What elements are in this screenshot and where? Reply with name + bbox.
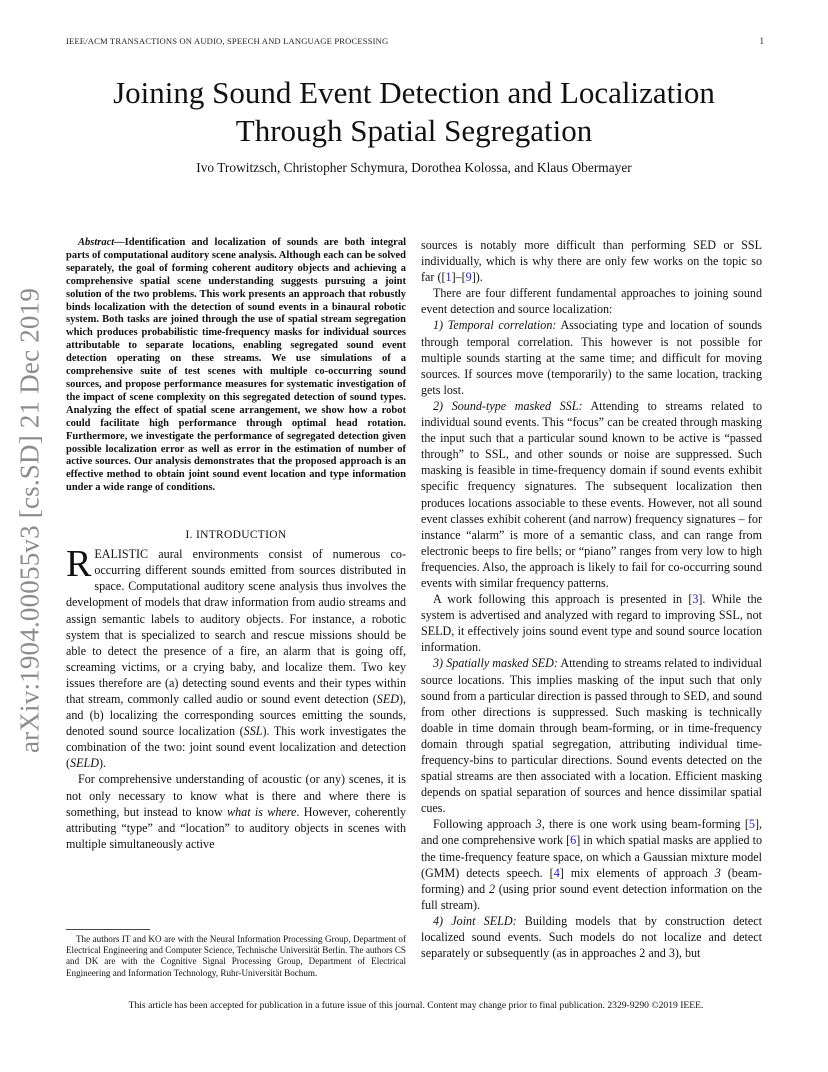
publication-note [66, 1000, 766, 1011]
abstract [66, 237, 406, 495]
approach-number: 3 [714, 865, 721, 880]
footnote-rule [66, 929, 150, 930]
body-text: ], and one comprehensive work [ [421, 817, 762, 848]
right-paragraph-3 [421, 816, 762, 913]
body-text: , there is one work using beam-forming [ [541, 817, 749, 832]
publication-note-text: This article has been accepted for publication in a future issue of this journal. Content may change prior to final publication. 2329-9290 [128, 1000, 652, 1011]
subsection-spatially-masked-sed [421, 655, 762, 816]
drop-cap: R [66, 543, 92, 586]
arxiv-stamp: arXiv:1904.00055v3 [cs.SD] 21 Dec 2019 [14, 287, 45, 754]
intro-text: ). This work investigates the combination of the two: joint sound event localization and detection ( [66, 724, 406, 771]
body-text: Associating type and location of sounds through temporal correlation. This however is not possible for multiple sounds starting at the same time; and difficult for moving sources. If sources move (temporarily) to the same location, tracking gets lost. [421, 318, 762, 397]
right-paragraph-1: There are four different fundamental approaches to joining sound event detection and source localization: [421, 286, 762, 317]
subsection-sound-type-masked-ssl [421, 398, 762, 591]
author-list: Ivo Trowitzsch, Christopher Schymura, Dorothea Kolossa, and Klaus Obermayer [196, 160, 632, 175]
right-paragraph-0 [421, 237, 762, 285]
right-paragraph-2 [421, 591, 762, 655]
citation-link[interactable]: 4 [553, 865, 560, 880]
body-text: ] in which spatial masks are applied to the time-frequency feature space, on which a Gaussian mixture model (GMM) detects speech. [ [421, 833, 762, 880]
subsection-title: 2) Sound-type masked SSL: [433, 398, 583, 413]
body-text: ] mix elements of approach [559, 865, 715, 880]
term-sed: SED [376, 691, 399, 706]
intro-text: ), and (b) localizing the corresponding sources emitting the sounds, denoted sound source localization ( [66, 691, 406, 739]
intro-text: ). [98, 756, 106, 771]
body-text: A work following this approach is presented in [ [433, 592, 693, 607]
citation-link[interactable]: 1 [445, 270, 452, 285]
body-text: (using prior sound event detection information on the full stream). [421, 881, 762, 912]
term-ssl: SSL [243, 724, 263, 739]
page-number: 1 [759, 36, 764, 46]
approach-number: 3 [535, 817, 542, 832]
subsection-title: 3) Spatially masked SED: [433, 656, 558, 671]
citation-link[interactable]: 6 [570, 833, 577, 848]
body-text: sources is notably more difficult than performing SED or SSL individually, which is why there are only few works on the topic so far ([ [421, 238, 762, 285]
intro-paragraph-1 [66, 543, 406, 771]
body-text: ]. While the system is advertised and analyzed with regard to improving SSL, not SELD, it effectively joins sound event type and sound source location information. [421, 592, 762, 655]
title-line-2: Through Spatial Segregation [235, 113, 593, 148]
citation-link[interactable]: 3 [692, 592, 699, 607]
author-affiliation-footnote: The authors IT and KO are with the Neural Information Processing Group, Department of Electrical Engineering and Computer Science, Technische Universität Berlin. The authors CS and DK are with the Cognitive Signal Processing Group, Department of Electrical Engineering and Information Technology, Ruhr-Universität Bochum. [66, 934, 406, 978]
copyright-notice: ©2019 IEEE. [651, 1000, 704, 1011]
intro-text: For comprehensive understanding of acoustic (or any) scenes, it is not only necessary to know what is there and where there is something, but instead to know [66, 772, 406, 819]
paper-title [60, 74, 768, 150]
citation-link[interactable]: 5 [748, 817, 755, 832]
intro-paragraph-2 [66, 771, 406, 851]
abstract-label: Abstract [78, 237, 115, 248]
emphasis-what-is-where: what is where [227, 804, 297, 819]
subsection-joint-seld [421, 913, 762, 961]
body-text: Attending to streams related to individual sound events. This “focus” can be created through masking the input such that a particular sound known to be active is “passed through” to SSL, and other sounds or noise are suppressed. Such masking is feasible in time-frequency domain if sound events exhibit specific frequency signatures. The subsequent localization then produces locations associable to these events. However, not all sound event classes exhibit coherent (and narrow) frequency signatures – for instance “alarm” is more of a semantic class, and can range from electronic beeps to fire bells; or “piano” ranges from very low to high frequencies. Also, the approach is likely to fail for co-occurring sound events with similar frequency patterns. [421, 398, 762, 590]
approach-number: 2 [488, 881, 495, 896]
section-heading-introduction: I. INTRODUCTION [185, 529, 287, 542]
running-head: IEEE/ACM TRANSACTIONS ON AUDIO, SPEECH AND LANGUAGE PROCESSING [66, 36, 389, 46]
body-text: Following approach [433, 817, 536, 832]
subsection-temporal-correlation [421, 317, 762, 397]
intro-text: EALISTIC aural environments consist of numerous co-occurring different sounds emitted from sources distributed in space. Computational auditory scene analysis thus involves the development of models that draw information from audio streams and assign semantic labels to auditory objects. For instance, a robotic system that is specialized to search and rescue missions should be able to detect the presence of a fire, an alarm that is going off, screaming victims, or a crying baby, and localize them. Two key issues therefore are (a) detecting sound events and their types within that stream, commonly called audio or sound event detection ( [66, 547, 406, 706]
citation-link[interactable]: 9 [465, 270, 472, 285]
abstract-text: —Identification and localization of sounds are both integral parts of computational auditory scene analysis. Although each can be solved separately, the goal of forming coherent auditory objects and achieving a comprehensive spatial scene understanding suggests pursuing a joint solution of the two problems. This work presents an approach that robustly binds localization with the detection of sound events in a binaural robotic system. Both tasks are joined through the use of spatial stream segregation which produces probabilistic time-frequency masks for individual sources attributable to separate locations, enabling segregated sound event detection operating on these streams. We use simulations of a comprehensive suite of test scenes with multiple co-occurring sound sources, and propose performance measures for systematic investigation of the impact of scene complexity on this segregated detection of sound types. Analyzing the effect of spatial scene arrangement, we show how a robot could facilitate high performance through optimal head rotation. Furthermore, we investigate the performance of segregated detection given possible localization error as well as error in the estimation of number of active sources. Our analysis demonstrates that the proposed approach is an effective method to obtain joint sound event location and type information under a wide range of conditions. [66, 237, 406, 494]
intro-text: . However, coherently attributing “type” and “location” to auditory objects in scenes with multiple simultaneously active [66, 804, 406, 851]
right-column [421, 237, 762, 961]
body-text: Attending to streams related to individual source locations. This implies masking of the input such that only sound from a particular direction is passed through to SED, and sound from other directions is suppressed. Such masking is technically doable in time domain through beam-forming, or in time-frequency domain through spatial segregation, attributing individual time-frequency-bins to particular directions. Sound events detected on the spatial streams are then associated with a location. Efficient masking depends on spatial separation of sources and hence dissimilar spatial cues. [421, 656, 762, 816]
subsection-title: 1) Temporal correlation: [433, 318, 557, 333]
subsection-title: 4) Joint SELD: [433, 913, 517, 928]
body-text: Building models that by construction detect localized sound events. Such models do not localize and detect separately or subsequently (as in approaches 2 and 3), but [421, 913, 762, 961]
left-column [66, 237, 406, 852]
body-text: ]–[ [451, 270, 466, 285]
body-text: (beam-forming) and [421, 865, 762, 896]
title-line-1: Joining Sound Event Detection and Localization [113, 75, 715, 110]
body-text: ]). [471, 270, 483, 285]
term-seld: SELD [70, 756, 99, 771]
